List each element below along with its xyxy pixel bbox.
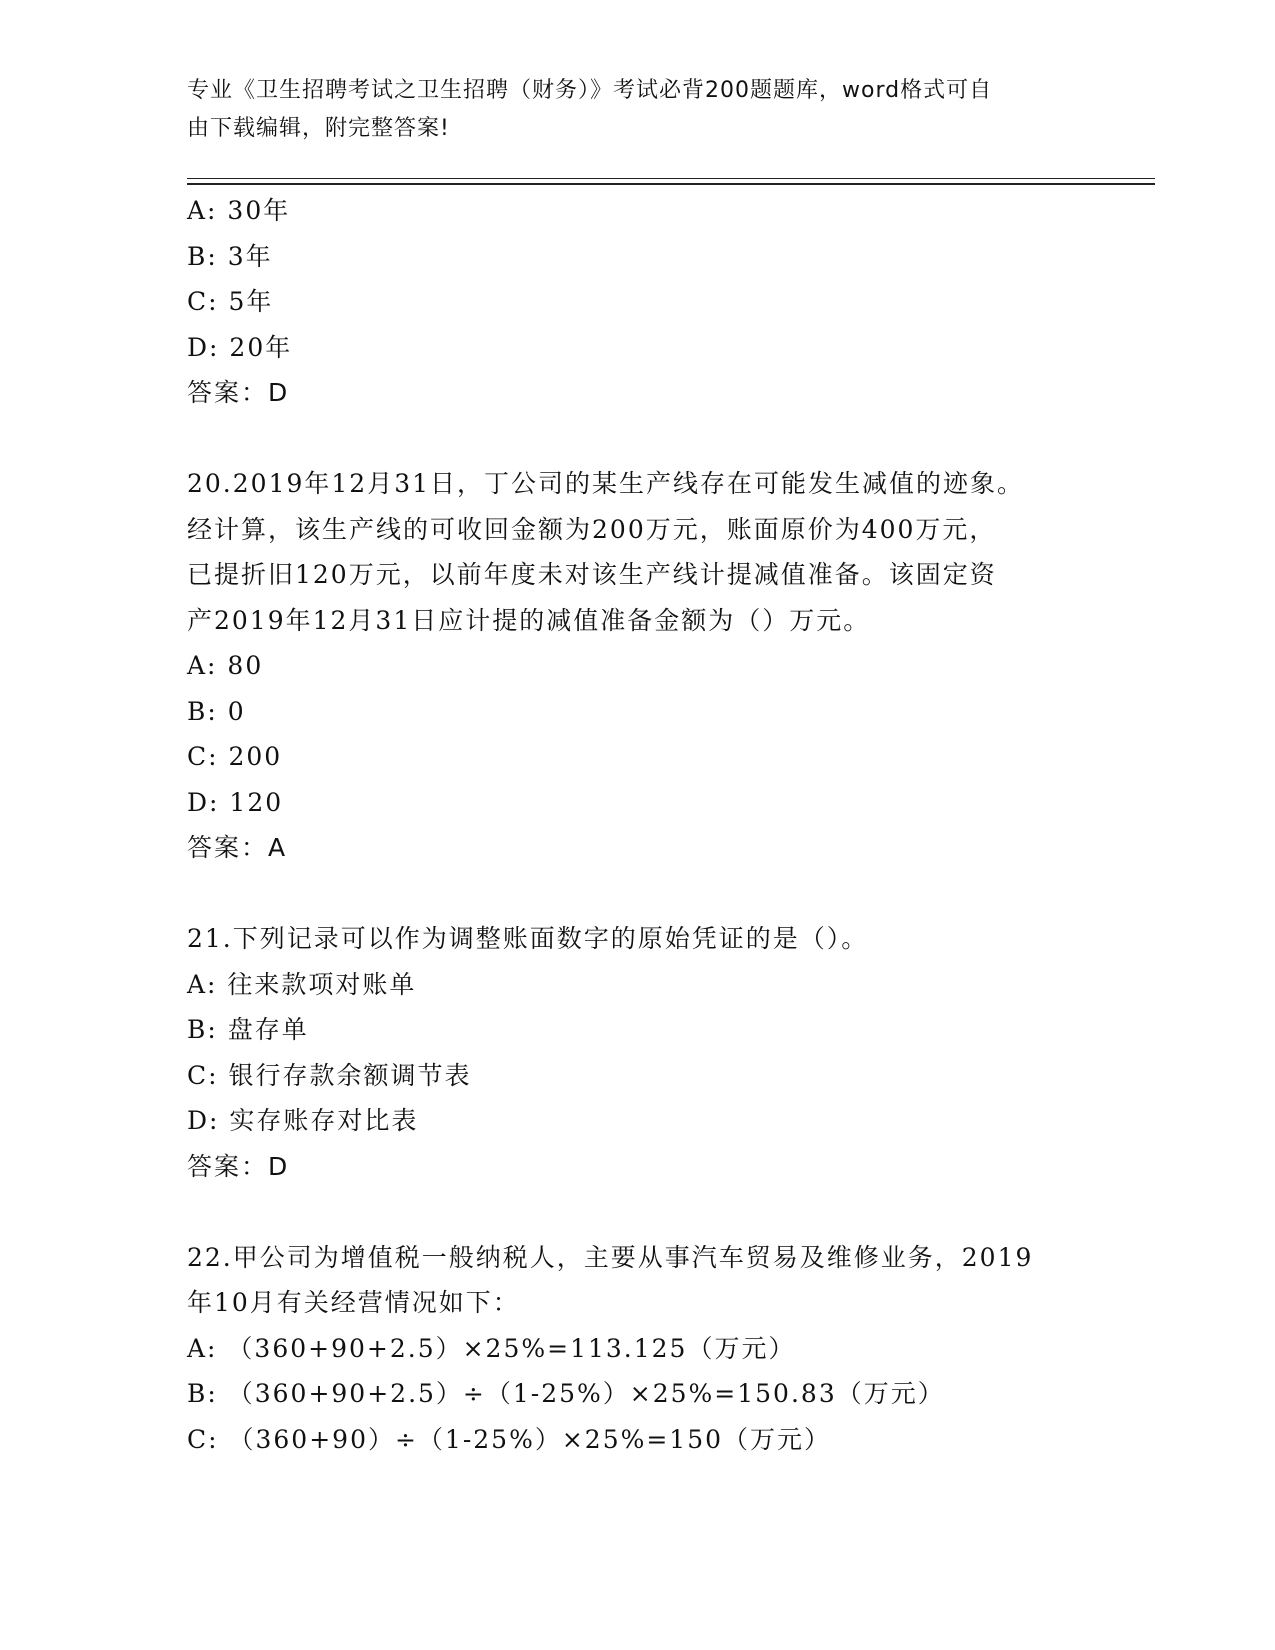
question-20 [187, 461, 1087, 871]
option-d: D: 120 [187, 787, 284, 817]
option-d: D: 20年 [187, 332, 293, 362]
option-b: B: 0 [187, 696, 246, 726]
question-list [187, 188, 1087, 1462]
option-c: C: （360+90）÷（1-25%）×25%=150（万元） [187, 1424, 832, 1454]
option-c: C: 200 [187, 742, 283, 771]
option-a: A: 80 [187, 651, 264, 680]
question-stem-line: 21.下列记录可以作为调整账面数字的原始凭证的是（）。 [187, 924, 869, 953]
option-a: A: （360+90+2.5）×25%=113.125（万元） [187, 1333, 796, 1363]
spacer [187, 1189, 1087, 1235]
header-line-1: 专业《卫生招聘考试之卫生招聘（财务）》考试必背200题题库，word格式可自 [187, 78, 993, 103]
question-stem-line: 产2019年12月31日应计提的减值准备金额为（）万元。 [187, 605, 871, 635]
question-stem-line: 年10月有关经营情况如下： [187, 1288, 520, 1317]
option-a: A: 30年 [187, 196, 291, 225]
spacer [187, 416, 1087, 462]
answer: 答案：A [187, 833, 288, 862]
option-c: C: 银行存款余额调节表 [187, 1060, 472, 1090]
header-line-2: 由下载编辑，附完整答案! [187, 116, 450, 141]
question-stem-line: 经计算，该生产线的可收回金额为200万元，账面原价为400万元， [187, 514, 997, 544]
page-header [187, 72, 1067, 148]
option-b: B: （360+90+2.5）÷（1-25%）×25%=150.83（万元） [187, 1379, 945, 1408]
question-21 [187, 916, 1087, 1189]
answer: 答案：D [187, 1151, 290, 1181]
option-d: D: 实存账存对比表 [187, 1106, 419, 1135]
question-22 [187, 1235, 1087, 1463]
answer: 答案：D [187, 378, 290, 407]
question-19 [187, 188, 1087, 416]
spacer [187, 871, 1087, 917]
option-b: B: 3年 [187, 241, 273, 271]
option-a: A: 往来款项对账单 [187, 969, 417, 999]
header-rule-thick [187, 183, 1155, 185]
question-stem-line: 22.甲公司为增值税一般纳税人，主要从事汽车贸易及维修业务，2019 [187, 1242, 1034, 1272]
question-stem-line: 20.2019年12月31日，丁公司的某生产线存在可能发生减值的迹象。 [187, 469, 1025, 498]
option-b: B: 盘存单 [187, 1015, 309, 1044]
question-stem-line: 已提折旧120万元，以前年度未对该生产线计提减值准备。该固定资 [187, 560, 997, 589]
option-c: C: 5年 [187, 287, 274, 316]
header-rule-thin [187, 178, 1155, 179]
